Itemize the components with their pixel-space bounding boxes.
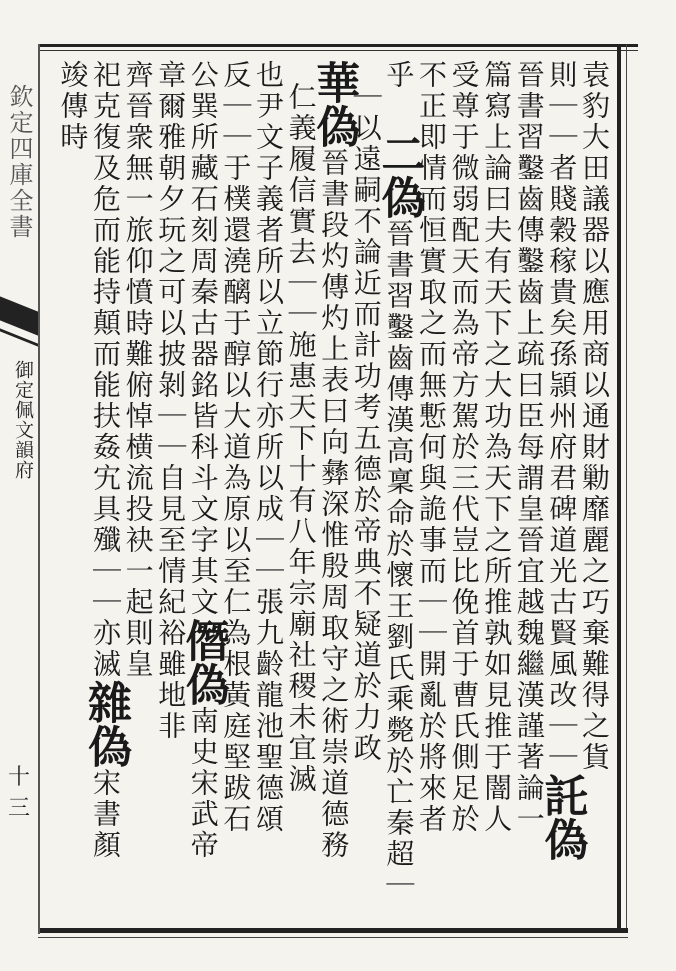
column-text: ｜以遠嗣不論近而計功考五德於帝典不疑道於力政 <box>349 82 383 764</box>
column-text: 乎 <box>382 60 416 91</box>
column-text: 也尹文子義者所以立節行亦所以成｜｜張九齡龍池聖德頌 <box>252 60 285 835</box>
text-column-17 <box>50 60 94 920</box>
column-text: 紀裕雖地非 <box>154 587 188 742</box>
column-text: 受尊于微弱配天而為帝方駕於三代豈比俛首于曹氏側足於 <box>447 60 481 835</box>
column-text: 章爾雅朝夕玩之可以披剝｜｜自見至情 <box>154 60 188 587</box>
column-text: 祀克復及危而能持顛而能扶姦宄具殲｜｜亦滅 <box>89 60 122 680</box>
page-spine <box>0 44 38 936</box>
frame-top-rule-thin <box>38 50 638 51</box>
entry-heading: 託偽 <box>536 773 588 861</box>
frame-top-rule <box>38 44 638 47</box>
column-text: 宋書顏 <box>89 768 122 861</box>
column-text: 篇寫上論曰夫有天下之大功為天下之所推孰如見推于闇人 <box>480 60 514 835</box>
column-text: 晉書習鑿齒傳鑿齒上疏曰臣每謂皇晉宜越魏繼漢謹著論一 <box>512 60 546 835</box>
frame-bottom-rule-thin <box>38 937 628 938</box>
column-text: 齊晉衆無一旅仰憤時難俯悼横流投袂一起則皇 <box>121 60 155 680</box>
frame-right-rule <box>617 44 621 932</box>
column-text: 則｜｜者賤穀稼貴矣孫頴州府君碑道光古賢風改｜｜ <box>545 60 579 773</box>
column-text: 公巽所藏石刻周秦古器銘皆科斗文字其文 <box>186 60 220 618</box>
frame-right-rule-thin <box>626 44 627 932</box>
entry-heading: 華偽 <box>308 60 360 148</box>
entry-heading: 二偽 <box>373 131 425 219</box>
frame-bottom-rule <box>38 928 628 933</box>
column-text: 晉書習鑿齒傳漢高稟命於懷王劉氏乘斃於亡秦超｜ <box>382 219 416 901</box>
spine-collection-title: 欽定四庫全書 <box>5 84 33 240</box>
entry-heading: 雜偽 <box>80 680 131 768</box>
column-text: 晉書段灼傳灼上表曰向彝深惟殷周取守之術崇道德務 <box>317 148 351 861</box>
column-text: 袁豹大田議器以應用商以通財勦靡麗之巧棄難得之貨 <box>578 60 611 773</box>
spine-page-number: 十三 <box>7 765 30 821</box>
spine-book-title: 御定佩文韻府 <box>12 360 34 480</box>
entry-heading: 僭偽 <box>177 618 229 706</box>
frame-left-rule <box>38 44 40 934</box>
column-text: 仁義履信實去｜｜施惠天下十有八年宗廟社稷未宜滅 <box>284 82 318 795</box>
column-text: 南史宋武帝 <box>186 706 220 861</box>
column-text: 竣傳時 <box>56 60 90 153</box>
column-text: 反｜｜于樸還澆醨于醇以大道為原以至仁為根黃庭堅跋石 <box>219 60 253 835</box>
column-text: 不正即情而恒實取之而無慙何與詭事而｜｜開亂於將來者 <box>415 60 448 835</box>
